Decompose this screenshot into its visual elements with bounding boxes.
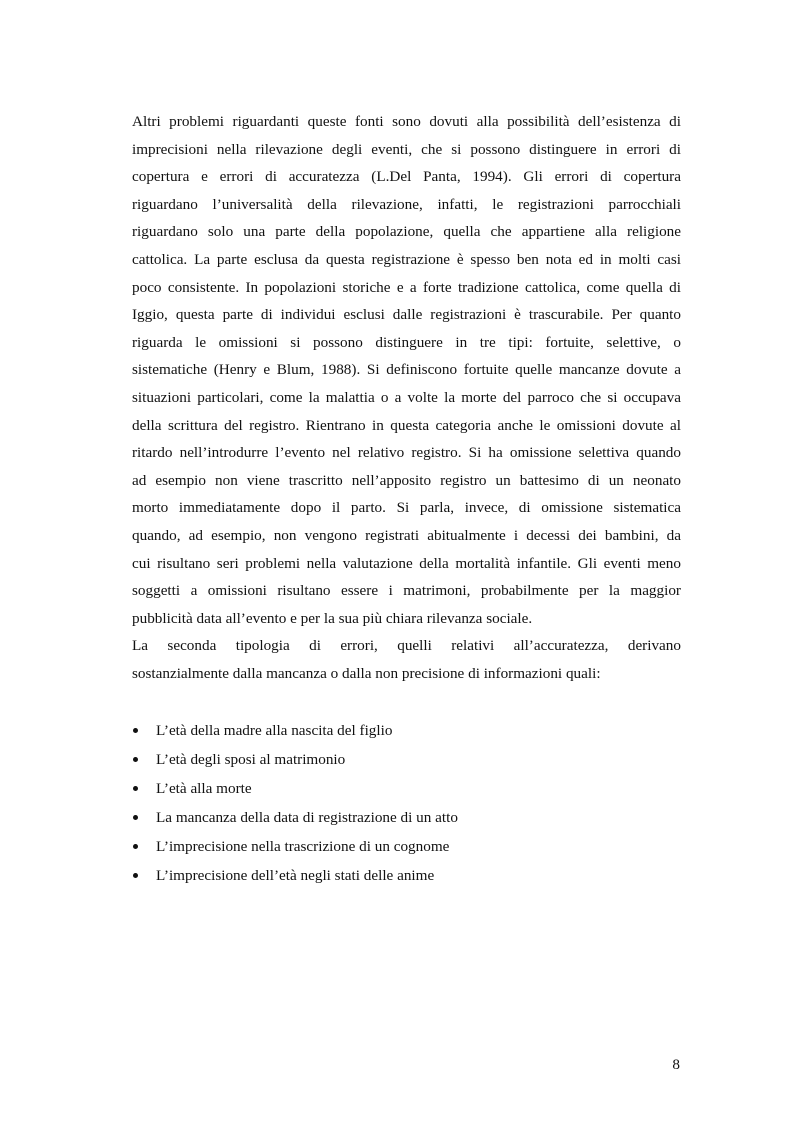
text-line: morto immediatamente dopo il parto. Si parla, invece, di omissione sistematica	[132, 499, 681, 517]
text-line: situazioni particolari, come la malattia o a volte la morte del parroco che si occupava	[132, 388, 681, 406]
bullet-icon	[133, 844, 138, 849]
list-item	[132, 861, 681, 890]
text-line: riguarda le omissioni si possono distinguere in tre tipi: fortuite, selettive, o	[132, 333, 681, 351]
list-item-text: L’età della madre alla nascita del figlio	[156, 722, 393, 739]
bullet-list	[132, 716, 681, 890]
list-item-text: L’età alla morte	[156, 780, 252, 797]
text-line: cui risultano seri problemi nella valutazione della mortalità infantile. Gli eventi meno	[132, 554, 681, 572]
text-line: imprecisioni nella rilevazione degli eventi, che si possono distinguere in errori di	[132, 140, 681, 158]
bullet-icon	[133, 757, 138, 762]
list-item	[132, 774, 681, 803]
text-line: La seconda tipologia di errori, quelli relativi all’accuratezza, derivano	[132, 637, 681, 655]
body-text	[132, 108, 681, 687]
bullet-icon	[133, 815, 138, 820]
list-item-text: La mancanza della data di registrazione di un atto	[156, 809, 458, 826]
list-item	[132, 745, 681, 774]
text-line: poco consistente. In popolazioni storiche e a forte tradizione cattolica, come quella di	[132, 278, 681, 296]
text-line: ad esempio non viene trascritto nell’apposito registro un battesimo di un neonato	[132, 471, 681, 489]
list-item-text: L’imprecisione dell’età negli stati delle anime	[156, 867, 435, 884]
bullet-icon	[133, 786, 138, 791]
bullet-icon	[133, 728, 138, 733]
bullet-icon	[133, 873, 138, 878]
text-line: pubblicità data all’evento e per la sua più chiara rilevanza sociale.	[132, 609, 533, 627]
text-line: riguardano l’universalità della rilevazione, infatti, le registrazioni parrocchiali	[132, 195, 681, 213]
list-item	[132, 832, 681, 861]
list-item-text: L’età degli sposi al matrimonio	[156, 751, 346, 768]
list-item	[132, 716, 681, 745]
text-line: soggetti a omissioni risultano essere i matrimoni, probabilmente per la maggior	[132, 582, 681, 600]
list-item	[132, 803, 681, 832]
text-line: copertura e errori di accuratezza (L.Del Panta, 1994). Gli errori di copertura	[132, 168, 681, 186]
list-item-text: L’imprecisione nella trascrizione di un cognome	[156, 838, 450, 855]
text-line: sostanzialmente dalla mancanza o dalla non precisione di informazioni quali:	[132, 664, 601, 682]
text-line: ritardo nell’introdurre l’evento nel relativo registro. Si ha omissione selettiva quando	[132, 444, 681, 462]
text-line: riguardano solo una parte della popolazione, quella che appartiene alla religione	[132, 223, 681, 241]
text-line: cattolica. La parte esclusa da questa registrazione è spesso ben nota ed in molti casi	[132, 250, 681, 268]
text-line: Iggio, questa parte di individui esclusi dalle registrazioni è trascurabile. Per quanto	[132, 306, 681, 324]
page-number: 8	[672, 1056, 680, 1073]
text-line: quando, ad esempio, non vengono registrati abitualmente i decessi dei bambini, da	[132, 526, 681, 544]
text-line: della scrittura del registro. Rientrano in questa categoria anche le omissioni dovute al	[132, 416, 681, 434]
text-line: Altri problemi riguardanti queste fonti sono dovuti alla possibilità dell’esistenza di	[132, 113, 681, 130]
text-line: sistematiche (Henry e Blum, 1988). Si definiscono fortuite quelle mancanze dovute a	[132, 361, 681, 379]
